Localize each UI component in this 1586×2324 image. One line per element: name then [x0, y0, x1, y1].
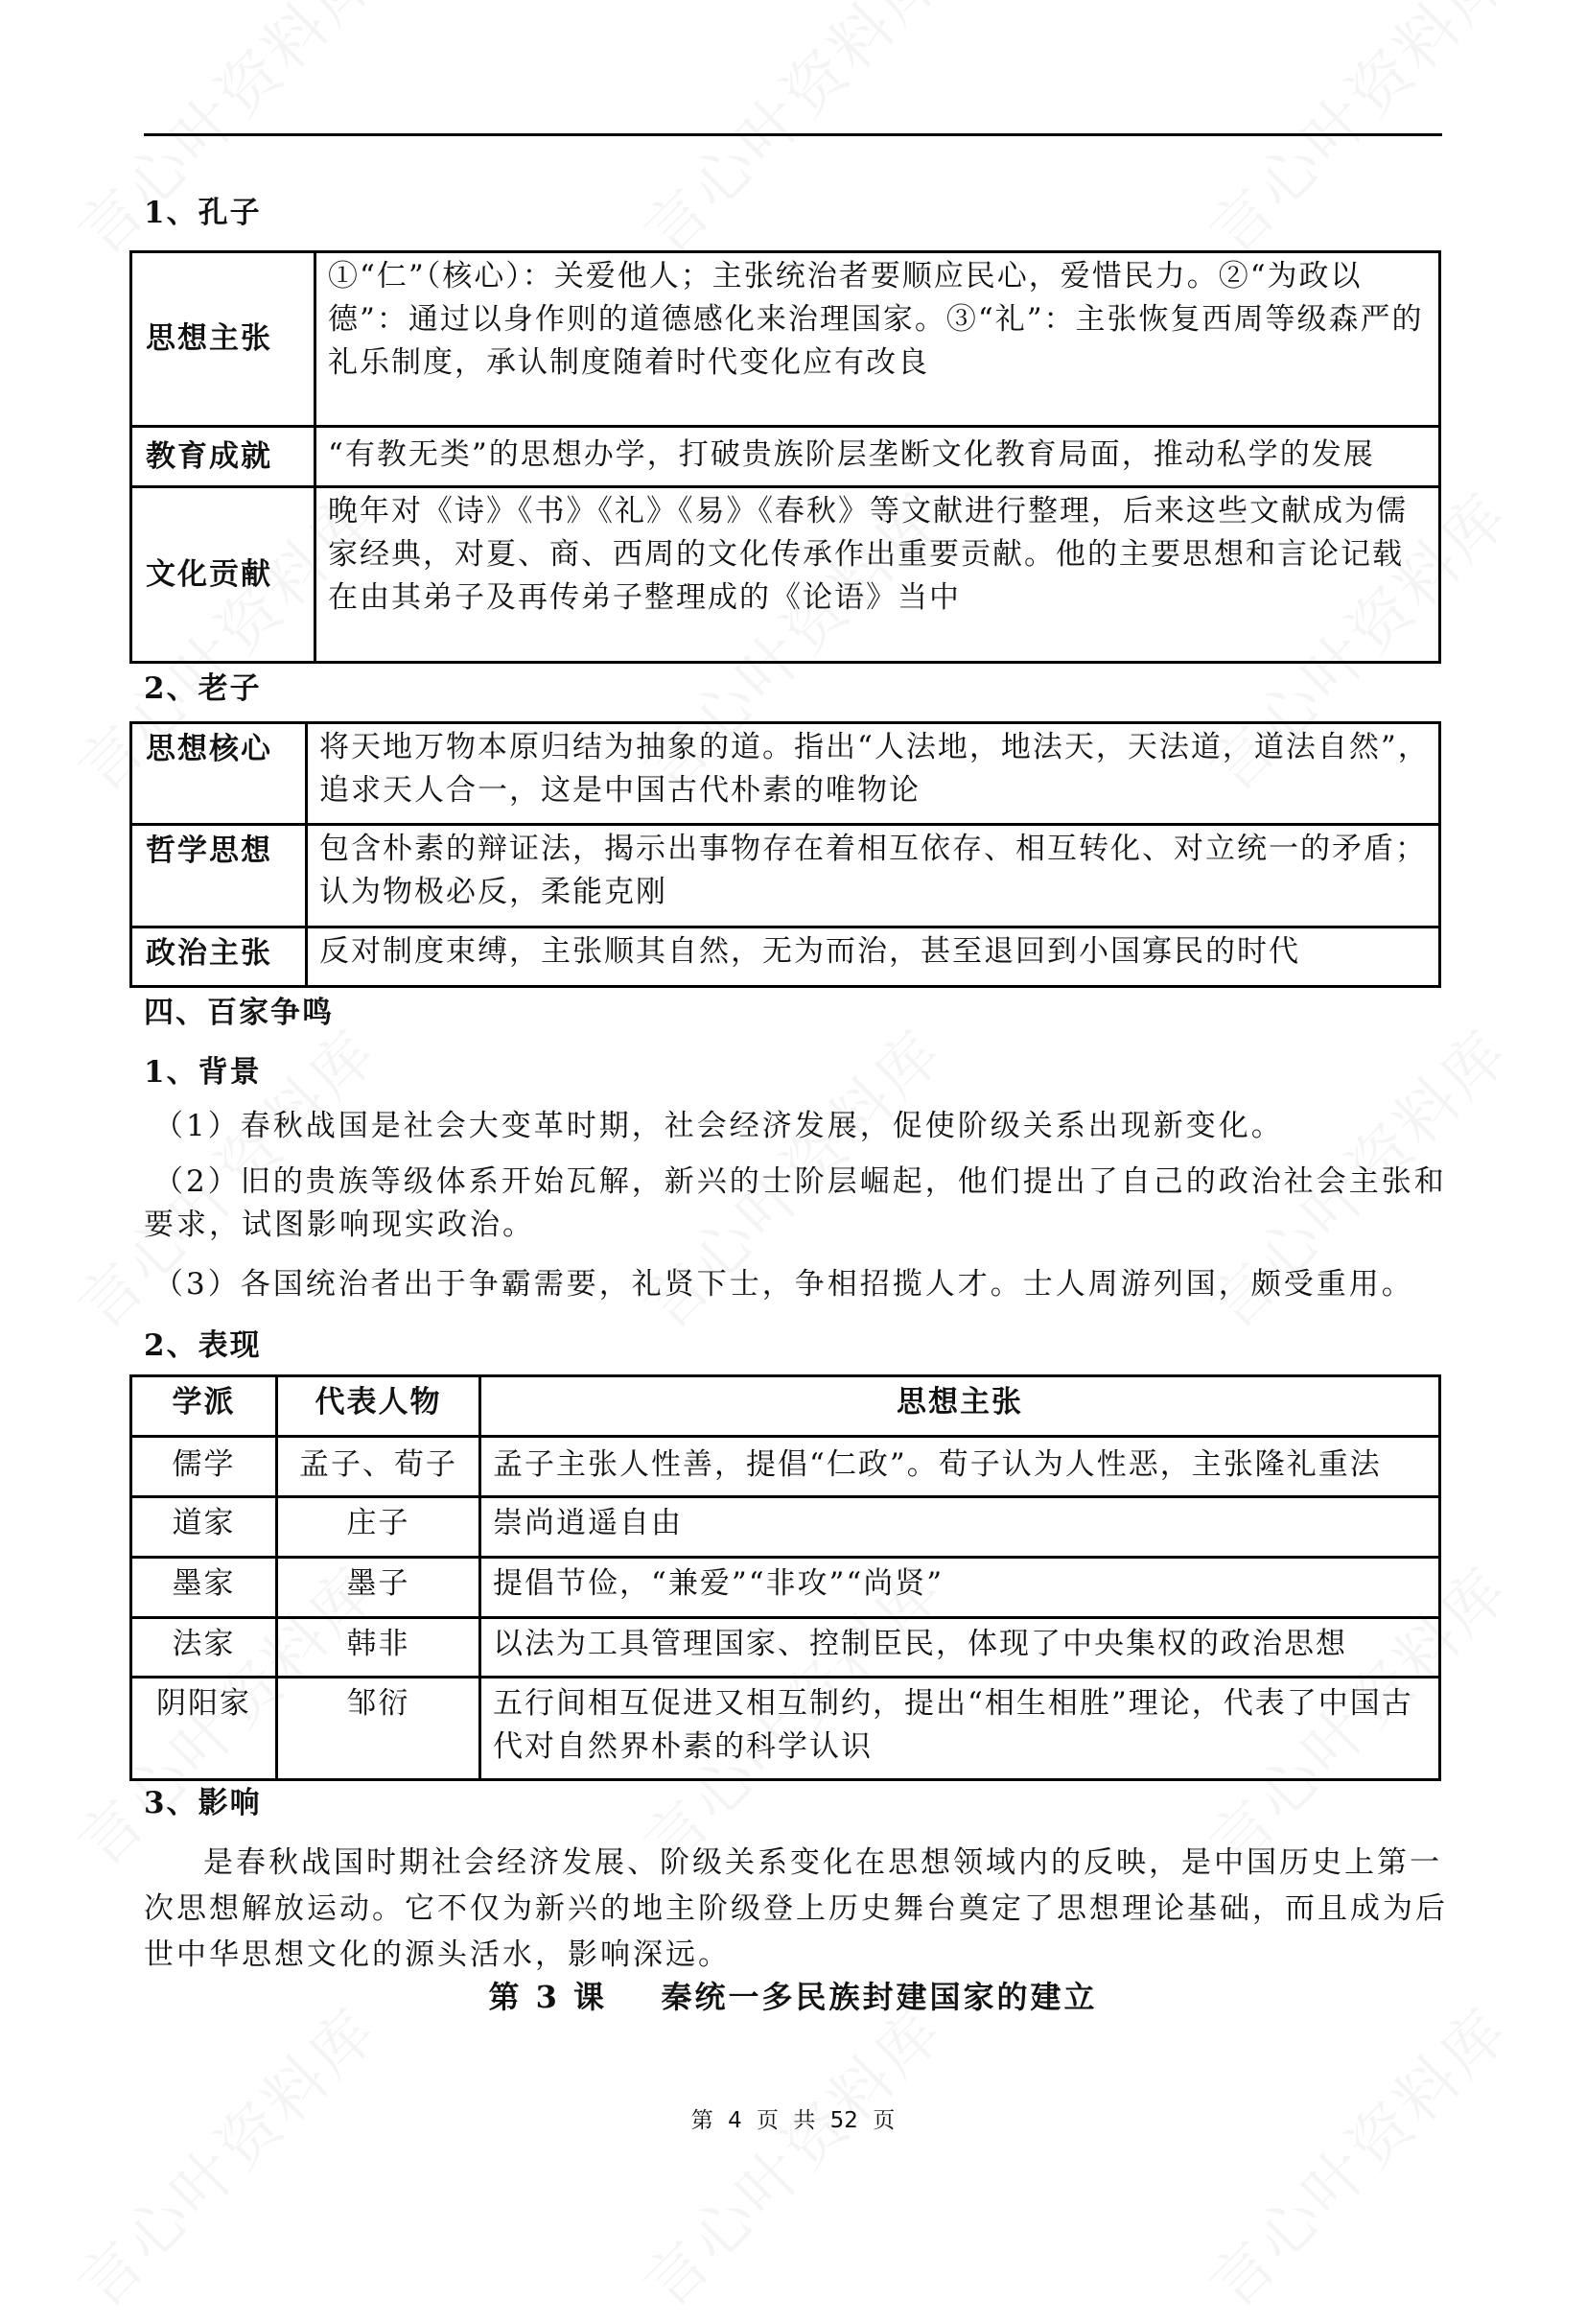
cell-figure: 韩非 [277, 1618, 480, 1678]
row-content: ①“仁”（核心）：关爱他人；主张统治者要顺应民心，爱惜民力。②“为政以德”：通过以身作则的道德感化来治理国家。③“礼”：主张恢复西周等级森严的礼乐制度，承认制度随着时代变化应有改良 [315, 252, 1440, 427]
table-row [131, 1618, 1440, 1678]
lesson-title: 第 3 课 秦统一多民族封建国家的建立 [488, 1979, 1098, 2015]
row-content: 包含朴素的辩证法，揭示出事物存在着相互依存、相互转化、对立统一的矛盾；认为物极必反，柔能克刚 [307, 825, 1440, 927]
column-header-figure: 代表人物 [277, 1376, 480, 1437]
cell-school: 儒学 [131, 1437, 277, 1497]
cell-figure: 庄子 [277, 1497, 480, 1558]
table-row [131, 927, 1440, 987]
cell-school: 道家 [131, 1497, 277, 1558]
watermark [1186, 1984, 1526, 2324]
subheading-performance: 2、表现 [144, 1328, 262, 1363]
table-row [131, 1678, 1440, 1780]
section-heading-laozi: 2、老子 [144, 671, 262, 706]
table-row [131, 723, 1440, 825]
watermark [55, 1984, 394, 2324]
cell-figure: 孟子、荀子 [277, 1437, 480, 1497]
row-label: 政治主张 [131, 927, 307, 987]
row-content: 晚年对《诗》《书》《礼》《易》《春秋》等文献进行整理，后来这些文献成为儒家经典，对夏、商、西周的文化传承作出重要贡献。他的主要思想和言论记载在由其弟子及再传弟子整理成的《论语》当中 [315, 487, 1440, 663]
row-content: 反对制度束缚，主张顺其自然，无为而治，甚至退回到小国寡民的时代 [307, 927, 1440, 987]
cell-figure: 邹衍 [277, 1678, 480, 1780]
row-label: 思想核心 [131, 723, 307, 825]
laozi-table [129, 721, 1441, 988]
table-header-row [131, 1376, 1440, 1437]
cell-school: 阴阳家 [131, 1678, 277, 1780]
section-heading-kongzi: 1、孔子 [144, 196, 262, 230]
header-rule [144, 133, 1442, 136]
background-item-3: （3）各国统治者出于争霸需要，礼贤下士，争相招揽人才。士人周游列国，颇受重用。 [153, 1267, 1414, 1302]
column-header-idea: 思想主张 [480, 1376, 1440, 1437]
table-row [131, 1497, 1440, 1558]
schools-table [129, 1374, 1441, 1781]
cell-idea: 以法为工具管理国家、控制臣民，体现了中央集权的政治思想 [480, 1618, 1440, 1678]
table-row [131, 487, 1440, 663]
cell-idea: 五行间相互促进又相互制约，提出“相生相胜”理论，代表了中国古代对自然界朴素的科学认识 [480, 1678, 1440, 1780]
cell-school: 法家 [131, 1618, 277, 1678]
page-footer: 第 4 页 共 52 页 [690, 2108, 896, 2133]
table-row [131, 427, 1440, 487]
row-label: 哲学思想 [131, 825, 307, 927]
cell-idea: 提倡节俭，“兼爱”“非攻”“尚贤” [480, 1558, 1440, 1618]
column-header-school: 学派 [131, 1376, 277, 1437]
row-label: 思想主张 [131, 252, 315, 427]
row-label: 教育成就 [131, 427, 315, 487]
table-row [131, 825, 1440, 927]
cell-figure: 墨子 [277, 1558, 480, 1618]
table-row [131, 1437, 1440, 1497]
section-heading-baijia: 四、百家争鸣 [144, 996, 334, 1030]
influence-paragraph: 是春秋战国时期社会经济发展、阶级关系变化在思想领域内的反映，是中国历史上第一次思想解放运动。它不仅为新兴的地主阶级登上历史舞台奠定了思想理论基础，而且成为后世中华思想文化的源头活水，影响深远。 [144, 1845, 1448, 1972]
row-content: “有教无类”的思想办学，打破贵族阶层垄断文化教育局面，推动私学的发展 [315, 427, 1440, 487]
cell-school: 墨家 [131, 1558, 277, 1618]
background-item-1: （1）春秋战国是社会大变革时期，社会经济发展，促使阶级关系出现新变化。 [153, 1109, 1284, 1143]
table-row [131, 252, 1440, 427]
background-item-2: （2）旧的贵族等级体系开始瓦解，新兴的士阶层崛起，他们提出了自己的政治社会主张和要求，试图影响现实政治。 [144, 1164, 1447, 1242]
subheading-background: 1、背景 [144, 1055, 262, 1090]
cell-idea: 崇尚逍遥自由 [480, 1497, 1440, 1558]
subheading-influence: 3、影响 [144, 1786, 262, 1820]
table-row [131, 1558, 1440, 1618]
kongzi-table [129, 250, 1441, 664]
cell-idea: 孟子主张人性善，提倡“仁政”。荀子认为人性恶，主张隆礼重法 [480, 1437, 1440, 1497]
row-label: 文化贡献 [131, 487, 315, 663]
watermark [620, 1984, 960, 2324]
row-content: 将天地万物本原归结为抽象的道。指出“人法地，地法天，天法道，道法自然”，追求天人合一，这是中国古代朴素的唯物论 [307, 723, 1440, 825]
